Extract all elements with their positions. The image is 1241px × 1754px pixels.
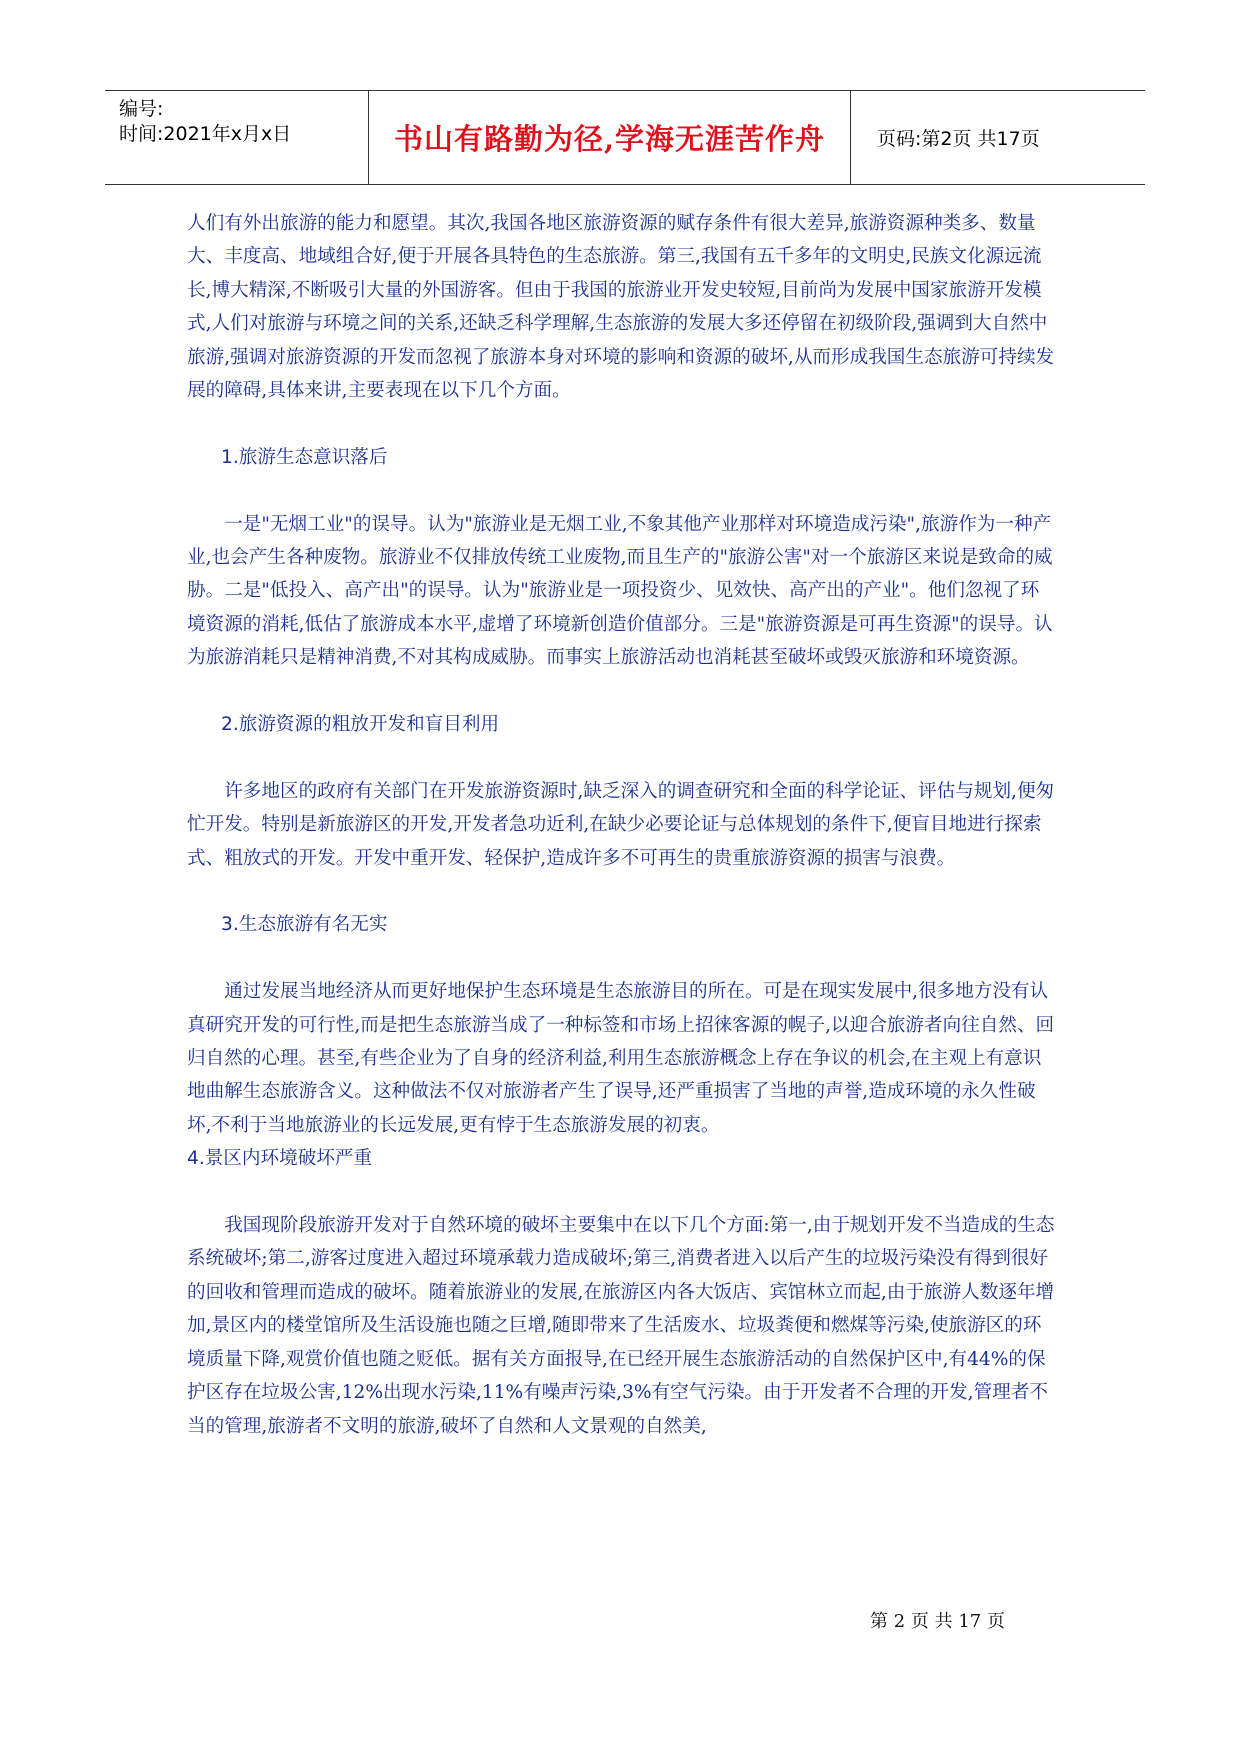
section-heading-3: 3.生态旅游有名无实 [221, 914, 388, 936]
header-page-info: 页码:第2页 共17页 [877, 128, 1040, 150]
section-heading-2: 2.旅游资源的粗放开发和盲目利用 [221, 714, 500, 736]
document-number-label: 编号: [119, 98, 164, 120]
header-motto-cell [369, 91, 851, 184]
section-paragraph-4: 我国现阶段旅游开发对于自然环境的破坏主要集中在以下几个方面:第一,由于规划开发不当造成的生态系统破坏;第二,游客过度进入超过环境承载力造成破坏;第三,消费者进入以后产生的垃圾污染没有得到很好的回收和管理而造成的破坏。随着旅游业的发展,在旅游区内各大饭店、宾馆林立而起,由于旅游人数逐年增加,景区内的楼堂馆所及生活设施也随之巨增,随即带来了生活废水、垃圾粪便和燃煤等污染,使旅游区的环境质量下降,观赏价值也随之贬低。据有关方面报导,在已经开展生态旅游活动的自然保护区中,有44%的保护区存在垃圾公害,12%出现水污染,11%有噪声污染,3%有空气污染。由于开发者不合理的开发,管理者不当的管理,旅游者不文明的旅游,破坏了自然和人文景观的自然美, [187, 1215, 1055, 1437]
header-meta-cell [105, 91, 369, 184]
header-motto: 书山有路勤为径,学海无涯苦作舟 [393, 122, 826, 156]
section-heading-1: 1.旅游生态意识落后 [221, 446, 388, 468]
document-time-label: 时间:2021年x月x日 [119, 123, 292, 145]
section-paragraph-1: 一是"无烟工业"的误导。认为"旅游业是无烟工业,不象其他产业那样对环境造成污染",旅游作为一种产业,也会产生各种废物。旅游业不仅排放传统工业废物,而且生产的"旅游公害"对一个旅游区来说是致命的威胁。二是"低投入、高产出"的误导。认为"旅游业是一项投资少、见效快、高产出的产业"。他们忽视了环境资源的消耗,低估了旅游成本水平,虚增了环境新创造价值部分。三是"旅游资源是可再生资源"的误导。认为旅游消耗只是精神消费,不对其构成威胁。而事实上旅游活动也消耗甚至破坏或毁灭旅游和环境资源。 [187, 513, 1053, 669]
intro-paragraph: 人们有外出旅游的能力和愿望。其次,我国各地区旅游资源的赋存条件有很大差异,旅游资源种类多、数量大、丰度高、地域组合好,便于开展各具特色的生态旅游。第三,我国有五千多年的文明史,民族文化源远流长,博大精深,不断吸引大量的外国游客。但由于我国的旅游业开发史较短,目前尚为发展中国家旅游开发模式,人们对旅游与环境之间的关系,还缺乏科学理解,生态旅游的发展大多还停留在初级阶段,强调到大自然中旅游,强调对旅游资源的开发而忽视了旅游本身对环境的影响和资源的破坏,从而形成我国生态旅游可持续发展的障碍,具体来讲,主要表现在以下几个方面。 [187, 213, 1055, 402]
section-paragraph-2: 许多地区的政府有关部门在开发旅游资源时,缺乏深入的调查研究和全面的科学论证、评估与规划,便匆忙开发。特别是新旅游区的开发,开发者急功近利,在缺少必要论证与总体规划的条件下,便盲目地进行探索式、粗放式的开发。开发中重开发、轻保护,造成许多不可再生的贵重旅游资源的损害与浪费。 [187, 780, 1055, 869]
page-header [105, 90, 1145, 185]
section-paragraph-3: 通过发展当地经济从而更好地保护生态环境是生态旅游目的所在。可是在现实发展中,很多地方没有认真研究开发的可行性,而是把生态旅游当成了一种标签和市场上招徕客源的幌子,以迎合旅游者向往自然、回归自然的心理。甚至,有些企业为了自身的经济利益,利用生态旅游概念上存在争议的机会,在主观上有意识地曲解生态旅游含义。这种做法不仅对旅游者产生了误导,还严重损害了当地的声誉,造成环境的永久性破坏,不利于当地旅游业的长远发展,更有悖于生态旅游发展的初衷。 [187, 981, 1055, 1136]
header-page-cell [851, 91, 1145, 184]
page-footer: 第 2 页 共 17 页 [870, 1611, 1005, 1632]
document-body [187, 207, 1057, 1443]
section-heading-4: 4.景区内环境破坏严重 [187, 1148, 373, 1170]
